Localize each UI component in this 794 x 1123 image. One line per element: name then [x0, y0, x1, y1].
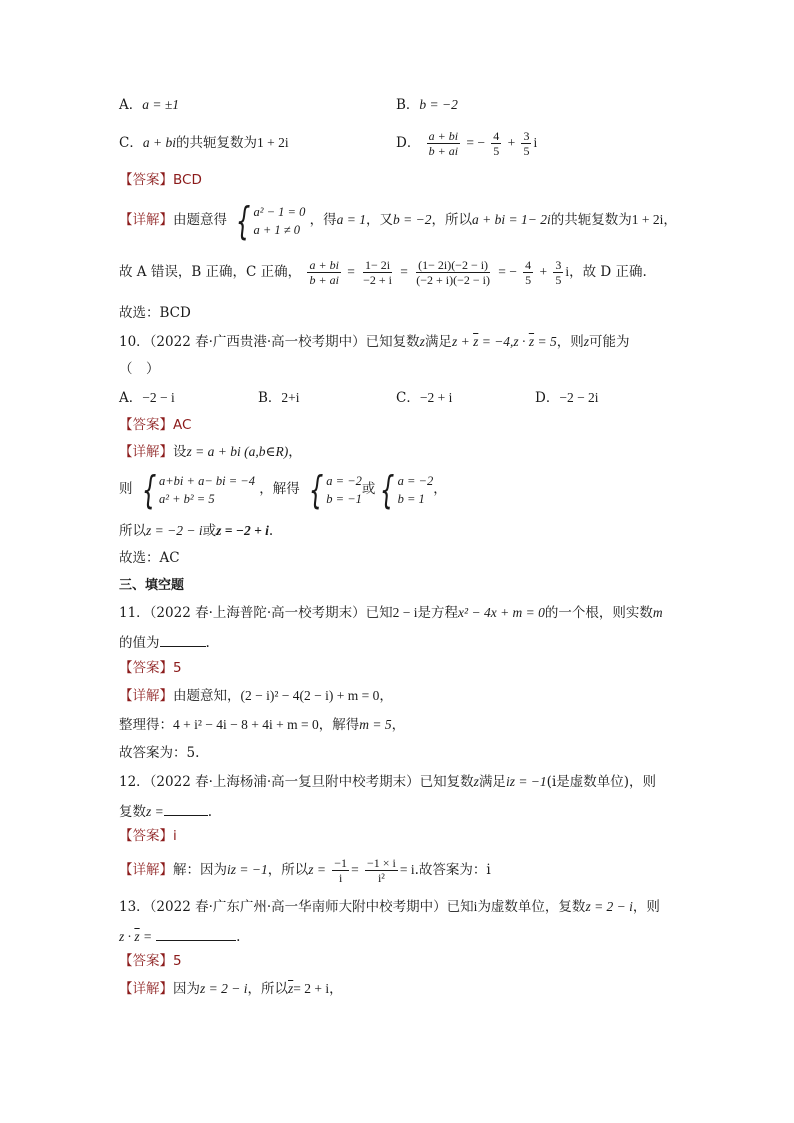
q10-stem-paren: （ ）: [119, 361, 160, 377]
q9-option-c[interactable]: C．a + bi的共轭复数为1 + 2i: [119, 135, 289, 151]
q12-stem: 12．（2022 春·上海杨浦·高一复旦附中校考期末）已知复数z满足iz = −1(i是虚数单位)，则: [119, 774, 657, 790]
q9-option-b[interactable]: B．b = −2: [396, 97, 458, 113]
answer-tag: 【答案】: [119, 417, 173, 433]
q11-answer-blank[interactable]: [160, 632, 206, 647]
q13-stem: 13．（2022 春·广东广州·高一华南师大附中校考期中）已知i为虚数单位，复数z = 2 − i，则: [119, 899, 660, 915]
q11-detail-line2: 整理得：4 + i² − 4i − 8 + 4i + m = 0，解得m = 5，: [119, 717, 406, 733]
q10-solution-1: { a = −2 b = −1: [308, 467, 362, 512]
q10-stem: 10．（2022 春·广西贵港·高一校考期中）已知复数z满足$z + \overline{z} = -4,z \cdot \overline{z} = 5$，则z可能为: [119, 334, 630, 350]
q11-conclusion: 故答案为：5.: [119, 745, 200, 761]
answer-tag: 【答案】: [119, 828, 173, 844]
q9-conclusion: 故选：BCD: [119, 305, 191, 321]
answer-value: AC: [173, 417, 192, 433]
q10-detail-line3: 所以z = −2 − i或z = −2 + i.: [119, 523, 274, 539]
q12-detail: 【详解】解：因为iz = −1，所以z = $\frac{-1}{i}$ = $\frac{-1 \times i}{\text{i²}}$ = i.故答案为：i: [119, 856, 491, 885]
q9-detail-line1: 【详解】由题意得 { a² − 1 = 0 a + 1 ≠ 0 ，得a = 1，又b = −2，所以a + bi = 1− 2i的共轭复数为1 + 2i，: [119, 198, 677, 243]
answer-value: i: [173, 828, 177, 844]
answer-tag: 【答案】: [119, 660, 173, 676]
q10-equation-system: { a+bi + a− bi = −4 a² + b² = 5: [141, 467, 255, 512]
q11-answer: [119, 659, 182, 677]
q10-option-d[interactable]: D．−2 − 2i: [535, 390, 599, 406]
q11-stem-line2: 的值为 .: [119, 632, 210, 652]
q10-detail-line1: 【详解】设z = a + bi (a,b∈R)，: [119, 444, 302, 460]
q9-option-a[interactable]: A．a = ±1: [119, 97, 180, 113]
q10-solution-2: { a = −2 b = 1: [380, 467, 434, 512]
q13-answer-blank[interactable]: [156, 926, 236, 941]
q13-answer: [119, 952, 182, 970]
q12-answer-blank[interactable]: [164, 801, 208, 816]
q10-option-b[interactable]: B．2+i: [258, 390, 300, 406]
q12-answer: [119, 827, 177, 845]
answer-value: 5: [173, 660, 182, 676]
answer-value: 5: [173, 953, 182, 969]
q9-equation-system: { a² − 1 = 0 a + 1 ≠ 0: [236, 198, 306, 243]
q10-option-c[interactable]: C．−2 + i: [396, 390, 453, 406]
section-heading: 三、填空题: [119, 578, 185, 593]
q13-stem-line2: $z \cdot \overline{z}$ = .: [119, 926, 240, 946]
q9-option-a-math: a = ±1: [142, 97, 180, 112]
q11-detail-line1: 【详解】由题意知，(2 − i)² − 4(2 − i) + m = 0，: [119, 688, 393, 704]
q10-conclusion: 故选：AC: [119, 550, 180, 566]
answer-value: BCD: [173, 172, 202, 188]
q9-option-b-math: b = −2: [419, 97, 458, 112]
answer-tag: 【答案】: [119, 953, 173, 969]
q9-detail-line2: 故 A 错误，B 正确，C 正确， $\frac{a + bi}{b + ai}$ = $\frac{1- 2i}{-2 + i}$ = $\frac{(1- 2i)(-2 - i)}{(-2 + i)(-2 - i)}$ = − $\frac{4}{5}$ + $\frac{3}{5}$ i，故 D 正确.: [119, 258, 647, 287]
q10-answer: [119, 416, 191, 434]
q9-answer: [119, 171, 202, 189]
q10-detail-line2: 则 { a+bi + a− bi = −4 a² + b² = 5 ，解得 { a = −2 b = −1 或 { a = −2 b = 1 ，: [119, 467, 447, 512]
q11-stem: 11．（2022 春·上海普陀·高一校考期末）已知2 − i是方程x² − 4x + m = 0的一个根，则实数m: [119, 605, 663, 621]
q12-stem-line2: 复数z = .: [119, 801, 212, 821]
q13-detail: 【详解】因为z = 2 − i，所以$\overline{z}= 2 + i$，: [119, 981, 343, 997]
q9-option-d-fraction: $\frac{a + bi}{b + ai}$: [428, 129, 459, 158]
q9-option-d[interactable]: D． $\frac{a + bi}{b + ai}$ = − $\frac{4}{5}$ + $\frac{3}{5}$ i: [396, 129, 538, 158]
q10-option-a[interactable]: A．−2 − i: [119, 390, 175, 406]
answer-tag: 【答案】: [119, 172, 173, 188]
